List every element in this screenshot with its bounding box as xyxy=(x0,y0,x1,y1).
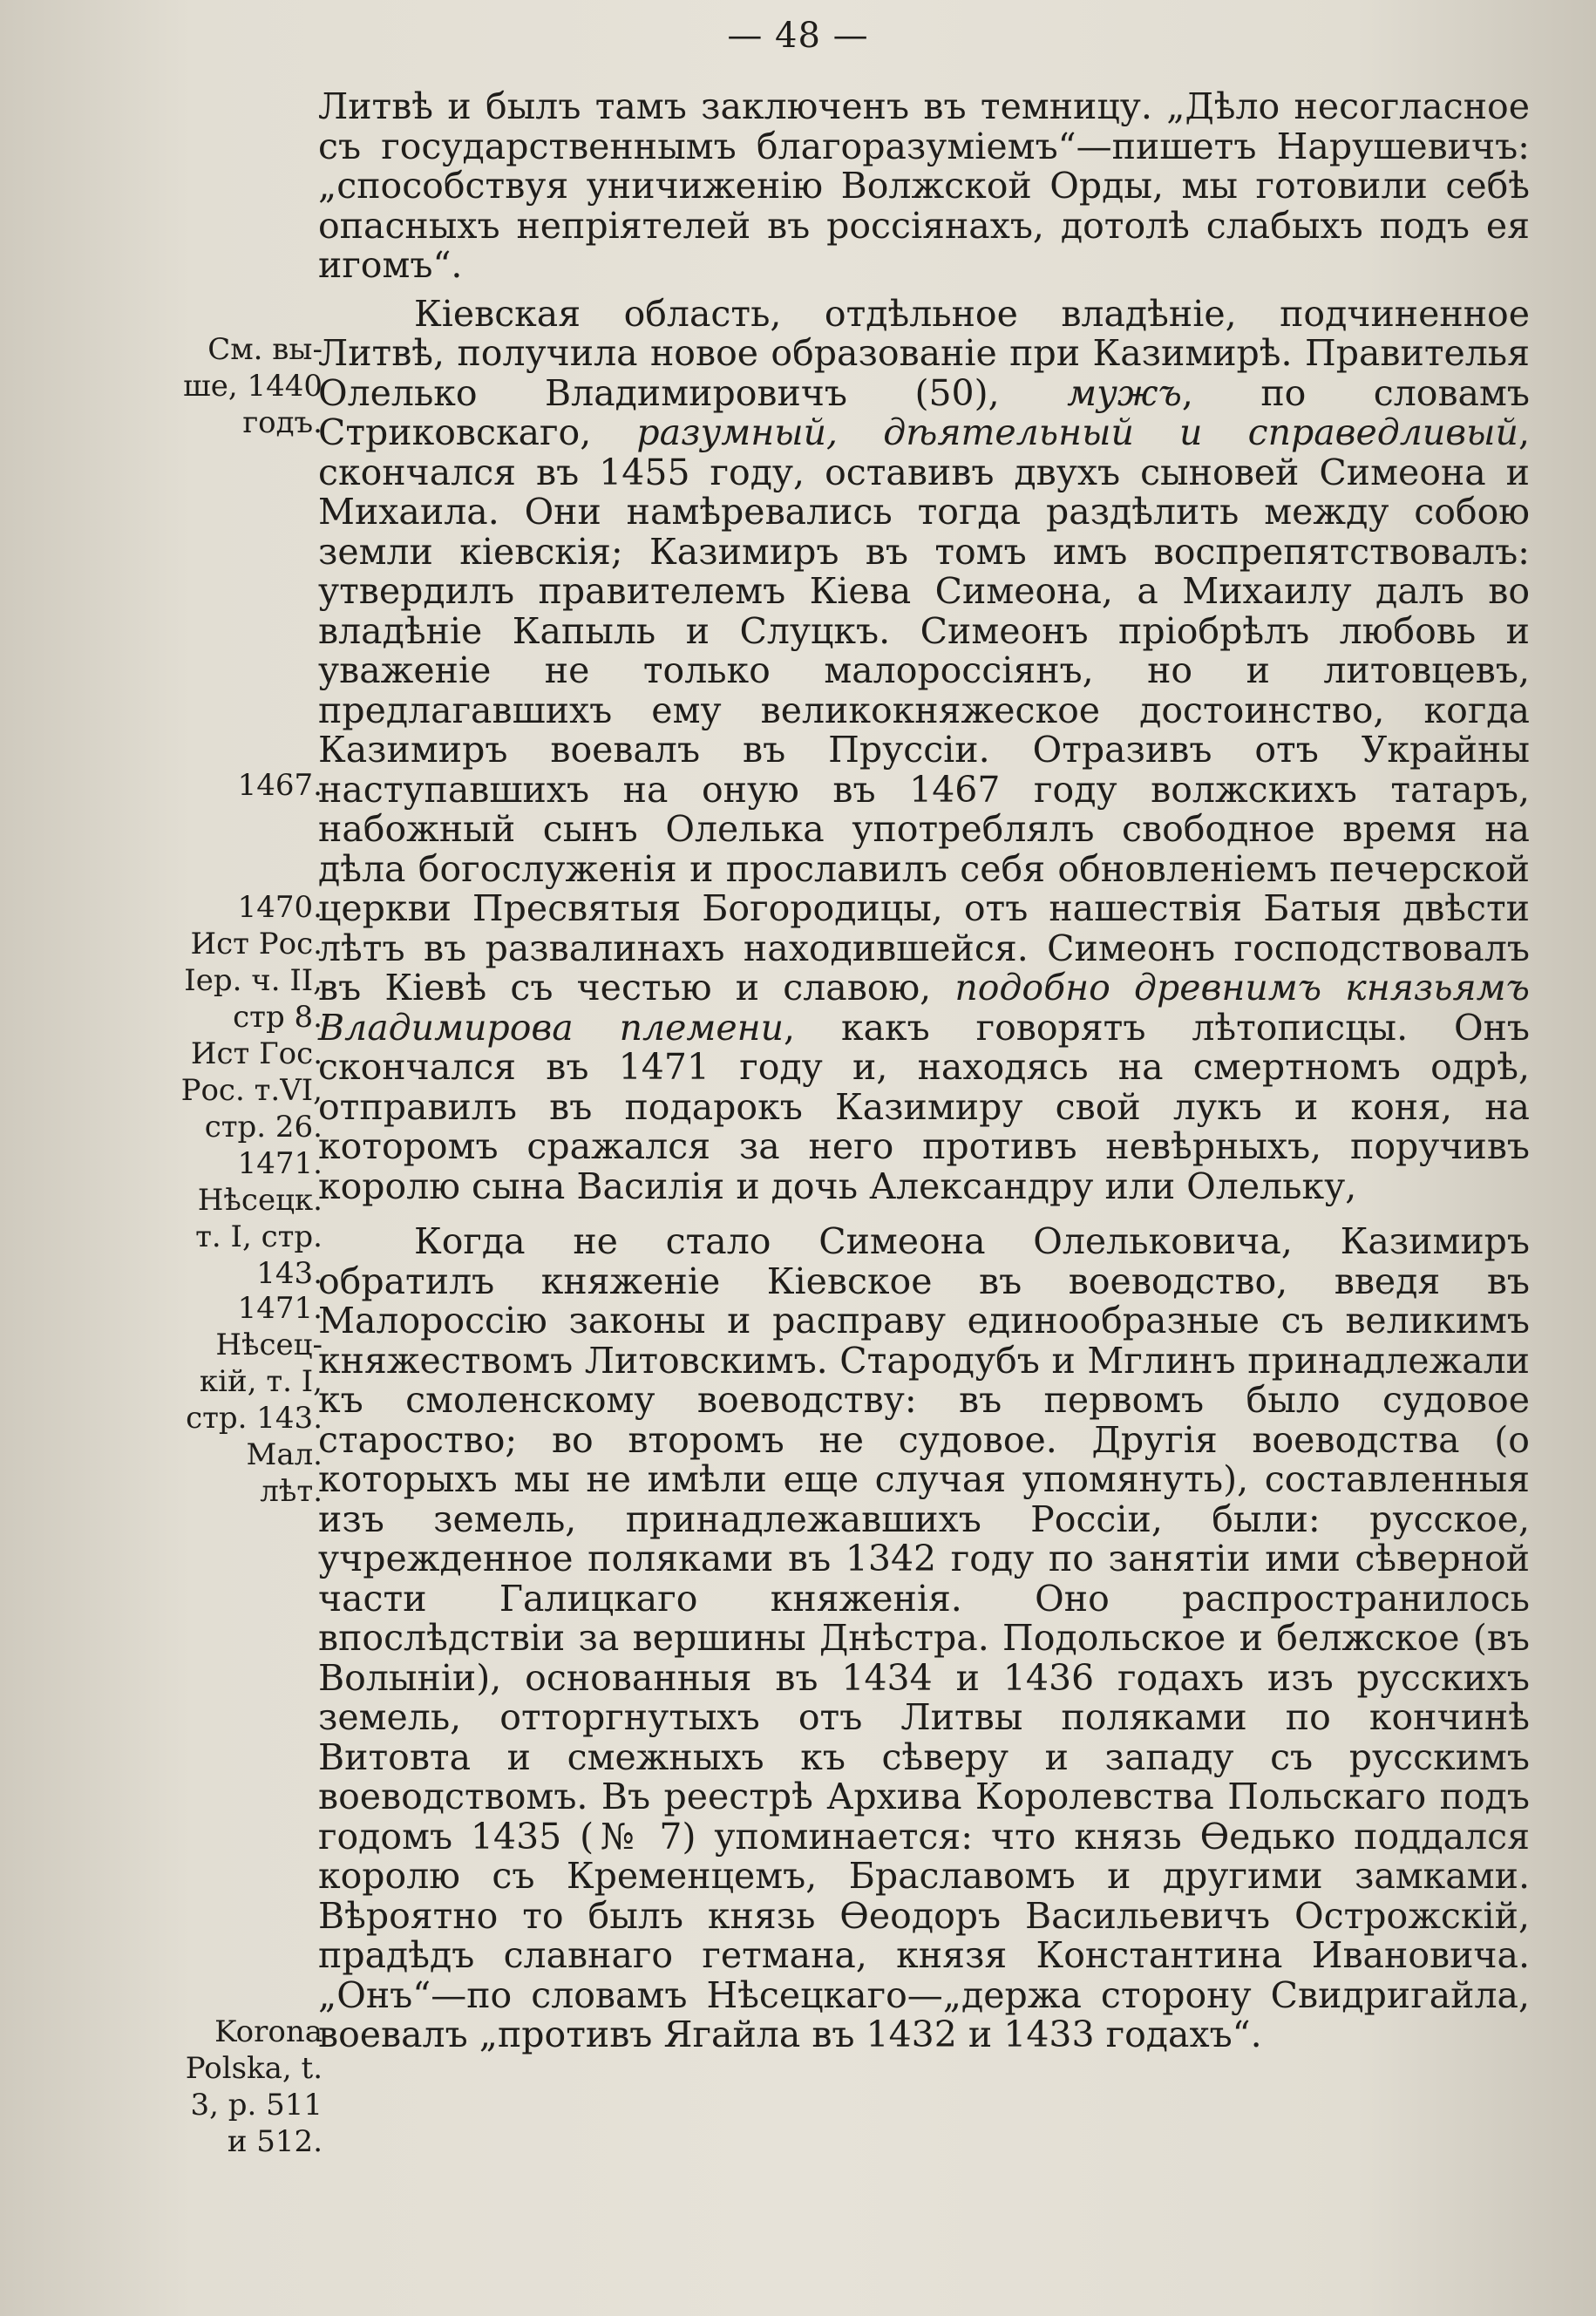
paragraph-2 xyxy=(318,292,1531,1207)
main-text xyxy=(318,87,1530,2055)
margin-note-1471-nesecki: 1471. Нѣсец- кiй, т. I, стр. 143. Мал. лѣт. xyxy=(186,1291,323,1509)
page-number: — 48 — xyxy=(727,16,869,56)
paragraph-2-part-c: , скончался въ 1455 году, оставивъ двухъ сыновей Симеона и Михаила. Они намѣревались тогда раздѣлить между собою земли кiевскiя; Казимиръ въ томъ имъ воспрепятствовалъ: утвердилъ правителемъ Кiева Симеона, а Михаилу далъ во владѣнiе Капыль и Слуцкъ. Симеонъ прiобрѣлъ любовь и уваженiе не только малороссiянъ, но и литовцевъ, предлагавшихъ ему великокняжеское достоинство, когда Казимиръ воевалъ въ Пруссiи. Отразивъ отъ Украйны наступавшихъ на оную въ 1467 году волжскихъ татаръ, набожный сынъ Олелька употреблялъ свободное время на дѣла богослуженiя и прославилъ себя обновленiемъ печерской церкви Пресвятыя Богородицы, отъ нашествiя Батыя двѣсти лѣтъ въ развалинахъ находившейся. Симеонъ господствовалъ въ Кiевѣ съ честью и славою, xyxy=(318,411,1530,1009)
margin-note-1470-1471: 1470. Ист Рос. Iер. ч. II, стр 8. Ист Гос. Рос. т.VI, стр. 26. 1471. Нѣсецк. т. I, стр. 143. xyxy=(180,890,323,1291)
paragraph-2-part-b: , по словамъ Стриковскаго, xyxy=(318,371,1530,453)
margin-note-korona-polska: Korona Polska, t. 3, p. 511 и 512. xyxy=(185,2014,323,2159)
margin-note-1440: См. вы- ше, 1440 годъ. xyxy=(183,332,323,440)
paragraph-2-part-a: Кiевская область, отдѣльное владѣнiе, подчиненное Литвѣ, получила новое образованiе при Казимирѣ. Правителья Олелько Владимировичъ (50), xyxy=(318,292,1530,414)
margin-note-1467: 1467. xyxy=(237,768,323,803)
paragraph-3: Когда не стало Симеона Олельковича, Казимиръ обратилъ княженiе Кiевское въ воеводство, введя въ Малороссiю законы и расправу единообразные съ великимъ княжествомъ Литовскимъ. Стародубъ и Мглинъ принадлежали къ смоленскому воеводству: въ первомъ было судовое староство; во второмъ не судовое. Другiя воеводства (о которыхъ мы не имѣли еще случая упомянуть), составленныя изъ земель, принадлежавшихъ Россiи, были: русское, учрежденное поляками въ 1342 году по занятiи ими сѣверной части Галицкаго княженiя. Оно распространилось впослѣдствiи за вершины Днѣстра. Подольское и белжское (въ Волынiи), основанныя въ 1434 и 1436 годахъ изъ русскихъ земель, отторгнутыхъ отъ Литвы поляками по кончинѣ Витовта и смежныхъ къ сѣверу и западу съ русскимъ воеводствомъ. Въ реестрѣ Архива Королевства Польскаго подъ годомъ 1435 (№ 7) упоминается: что князь Ѳедько поддался королю съ Кременцемъ, Браславомъ и другими замками. Вѣроятно то былъ князь Ѳеодоръ Васильевичъ Острожскiй, прадѣдъ славнаго гетмана, князя Константина Ивановича. „Онъ“—по словамъ Нѣсецкаго—„держа сторону Свидригайла, воевалъ „противъ Ягайла въ 1432 и 1433 годахъ“. xyxy=(318,1220,1530,2055)
paragraph-1: Литвѣ и былъ тамъ заключенъ въ темницу. „Дѣло несогласное съ государственнымъ благоразумiемъ“—пишетъ Нарушевичъ: „способствуя уничиженiю Волжской Орды, мы готовили себѣ опасныхъ непрiятелей въ россiянахъ, дотолѣ слабыхъ подъ ея игомъ“. xyxy=(318,85,1530,286)
paragraph-2-part-d: , какъ говорятъ лѣтописцы. Онъ скончался въ 1471 году и, находясь на смертномъ одрѣ, отправилъ въ подарокъ Казимиру свой лукъ и коня, на которомъ сражался за него противъ невѣрныхъ, поручивъ королю сына Василiя и дочь Александру или Олельку, xyxy=(318,1006,1531,1207)
paragraph-2-emphasis-2: разумный, дѣятельный и справедливый xyxy=(636,411,1518,453)
paragraph-2-emphasis-1: мужъ xyxy=(1067,371,1182,414)
paragraph-2-emphasis-3: подобно древнимъ князьямъ Владимирова племени xyxy=(318,967,1530,1049)
